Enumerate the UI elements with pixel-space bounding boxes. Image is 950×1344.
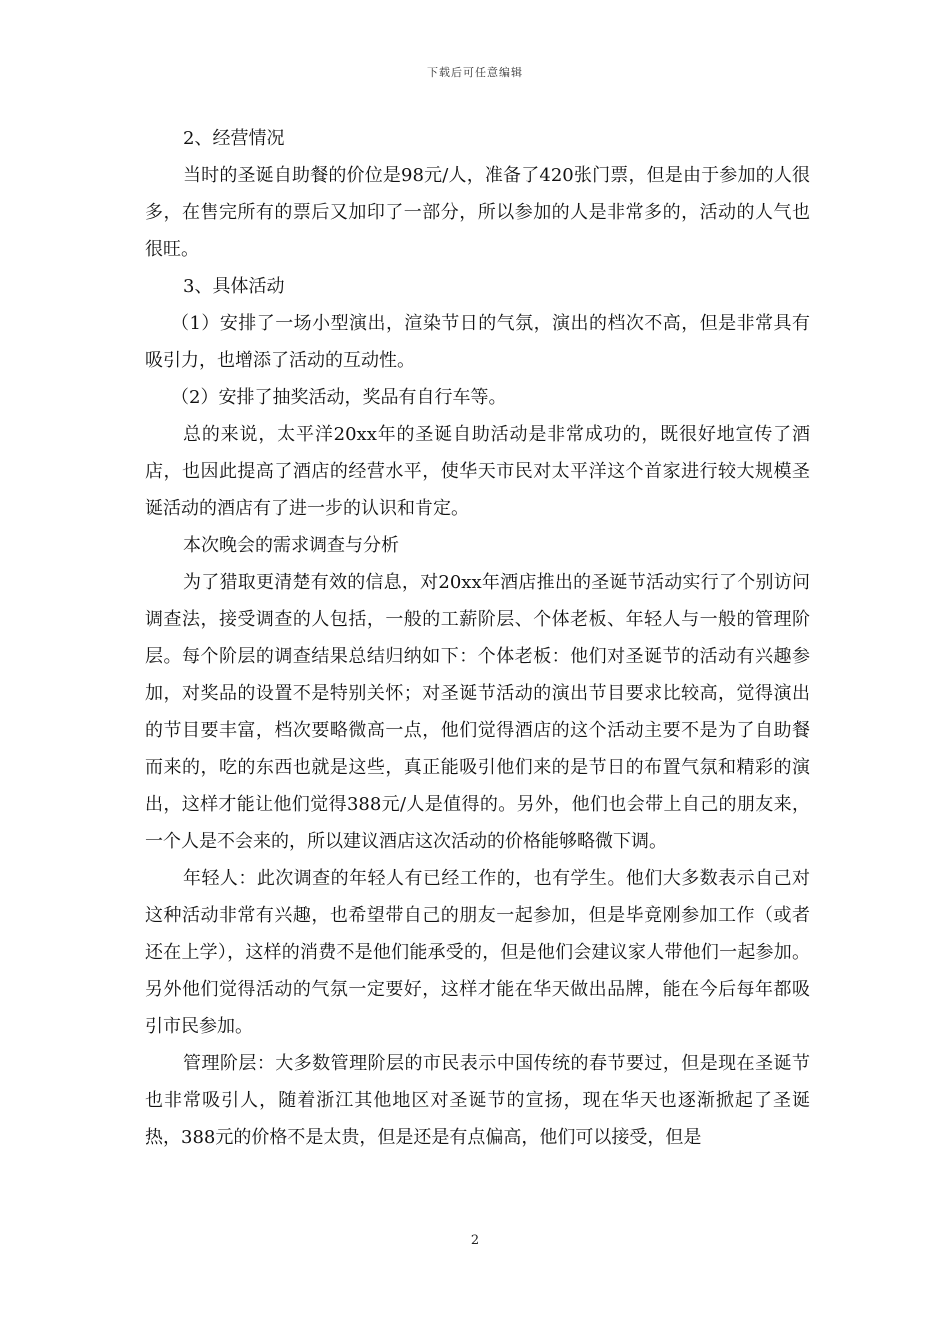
page-number: 2: [470, 1233, 480, 1248]
paragraph-operations: 当时的圣诞自助餐的价位是98元/人，准备了420张门票，但是由于参加的人很多，在售完所有的票后又加印了一部分，所以参加的人是非常多的，活动的人气也很旺。: [145, 165, 810, 260]
paragraph-summary: 总的来说，太平洋20xx年的圣诞自助活动是非常成功的，既很好地宣传了酒店，也因此提高了酒店的经营水平，使华天市民对太平洋这个首家进行较大规模圣诞活动的酒店有了进一步的认识和肯定。: [145, 424, 810, 519]
document-body: [145, 120, 810, 1156]
section-heading-activities: 3、具体活动: [183, 276, 285, 297]
paragraph-management: 管理阶层：大多数管理阶层的市民表示中国传统的春节要过，但是现在圣诞节也非常吸引人，随着浙江其他地区对圣诞节的宣扬，现在华天也逐渐掀起了圣诞热，388元的价格不是太贵，但是还是有点偏高，他们可以接受，但是: [145, 1053, 810, 1148]
section-heading-survey: 本次晚会的需求调查与分析: [183, 535, 399, 556]
list-item-lottery: （2）安排了抽奖活动，奖品有自行车等。: [171, 387, 507, 408]
paragraph-survey: 为了猎取更清楚有效的信息，对20xx年酒店推出的圣诞节活动实行了个别访问调查法，接受调查的人包括，一般的工薪阶层、个体老板、年轻人与一般的管理阶层。每个阶层的调查结果总结归纳如下：个体老板：他们对圣诞节的活动有兴趣参加，对奖品的设置不是特别关怀；对圣诞节活动的演出节目要求比较高，觉得演出的节目要丰富，档次要略微高一点，他们觉得酒店的这个活动主要不是为了自助餐而来的，吃的东西也就是这些，真正能吸引他们来的是节日的布置气氛和精彩的演出，这样才能让他们觉得388元/人是值得的。另外，他们也会带上自己的朋友来，一个人是不会来的，所以建议酒店这次活动的价格能够略微下调。: [145, 572, 810, 852]
list-item-performance: （1）安排了一场小型演出，渲染节日的气氛，演出的档次不高，但是非常具有吸引力，也增添了活动的互动性。: [145, 313, 810, 371]
paragraph-young-people: 年轻人：此次调查的年轻人有已经工作的，也有学生。他们大多数表示自己对这种活动非常有兴趣，也希望带自己的朋友一起参加，但是毕竟刚参加工作（或者还在上学），这样的消费不是他们能承受的，但是他们会建议家人带他们一起参加。另外他们觉得活动的气氛一定要好，这样才能在华天做出品牌，能在今后每年都吸引市民参加。: [145, 868, 810, 1037]
section-heading-operations: 2、经营情况: [183, 128, 285, 149]
page-header: 下载后可任意编辑: [427, 66, 523, 79]
